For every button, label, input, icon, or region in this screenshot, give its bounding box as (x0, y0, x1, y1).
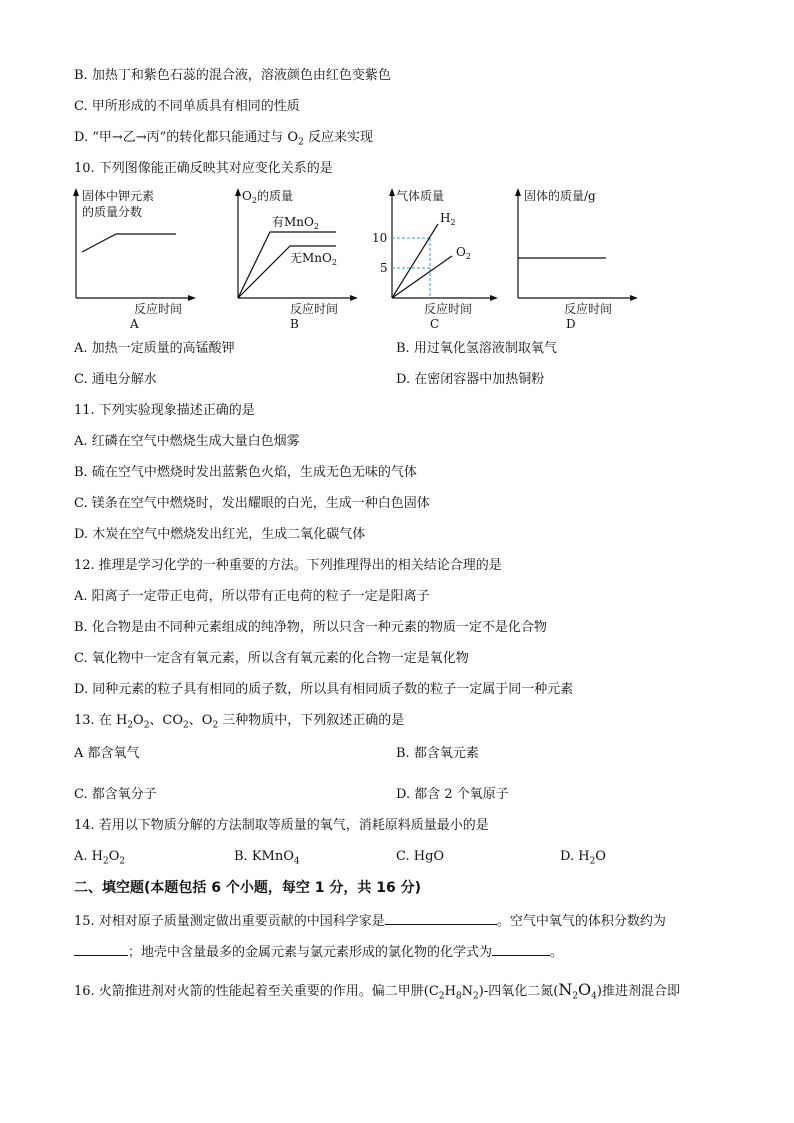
q15-blank-1[interactable] (385, 911, 497, 925)
q15-blank-3[interactable] (492, 942, 550, 956)
q13-option-b: B. 都含氧元素 (396, 746, 479, 761)
section-heading: 二、填空题(本题包括 6 个小题，每空 1 分，共 16 分) (74, 880, 422, 896)
graph-d (508, 186, 638, 316)
graph-b-ylabel: $O_2$的质量 (242, 189, 293, 205)
graph-a-curve (82, 234, 176, 252)
graph-c-tag: C (430, 317, 440, 331)
graph-a-xlabel: 反应时间 (134, 302, 183, 316)
q10-stem: 10. 下列图像能正确反映其对应变化关系的是 (74, 161, 333, 176)
q11-option-a: A. 红磷在空气中燃烧生成大量白色烟雾 (74, 434, 300, 449)
graph-c-tick-5: 5 (380, 261, 388, 275)
q10-option-c: C. 通电分解水 (74, 372, 157, 387)
q11-option-c: C. 镁条在空气中燃烧时，发出耀眼的白光，生成一种白色固体 (74, 496, 430, 511)
q12-option-c: C. 氧化物中一定含有氧元素，所以含有氧元素的化合物一定是氧化物 (74, 651, 469, 666)
q14-option-c: C. HgO (396, 849, 445, 864)
q14-stem: 14. 若用以下物质分解的方法制取等质量的氧气，消耗原料质量最小的是 (74, 818, 489, 833)
graph-c-line-o2 (392, 256, 452, 298)
q14-option-a: A. $H_2O_2$ (74, 849, 126, 867)
q15-blank-2[interactable] (74, 942, 128, 956)
graph-c (372, 186, 498, 316)
graph-b (228, 186, 358, 316)
q13-stem: 13. 在 $H_2O_2$、$CO_2$、$O_2$ 三种物质中，下列叙述正确的是 (74, 713, 405, 731)
graph-a-ylabel2: 的质量分数 (82, 205, 143, 219)
graph-b-line2-label: 无MnO$_2$ (290, 251, 337, 267)
q13-option-d: D. 都含 2 个氧原子 (396, 787, 509, 802)
graph-c-o2-label: $O_2$ (456, 245, 471, 261)
q15-line1: 15. 对相对原子质量测定做出重要贡献的中国科学家是 。空气中氧气的体积分数约为 (74, 911, 666, 931)
q13-option-c: C. 都含氧分子 (74, 787, 157, 802)
q15-line2: ；地壳中含量最多的金属元素与氯元素形成的氯化物的化学式为 。 (74, 942, 563, 962)
graph-d-xlabel: 反应时间 (564, 302, 613, 316)
graph-a-ylabel1: 固体中钾元素 (82, 189, 155, 203)
graph-b-xlabel: 反应时间 (290, 302, 339, 316)
graph-c-line-h2 (392, 224, 438, 298)
q14-option-d: D. $H_2O$ (560, 849, 606, 867)
q14-option-b: B. KMnO$_4$ (234, 849, 300, 867)
graph-b-line1-label: 有MnO$_2$ (272, 215, 319, 231)
q12-option-d: D. 同种元素的粒子具有相同的质子数，所以具有相同质子数的粒子一定属于同一种元素 (74, 682, 574, 697)
q9-option-c: C. 甲所形成的不同单质具有相同的性质 (74, 99, 300, 114)
q12-option-b: B. 化合物是由不同种元素组成的纯净物，所以只含一种元素的物质一定不是化合物 (74, 620, 547, 635)
q16-line1: 16. 火箭推进剂对火箭的性能起着至关重要的作用。偏二甲肼$(C_2H_8N_2)-$四氧化二氮$(N_2O_4)$推进剂混合即 (74, 980, 680, 1002)
graph-a-tag: A (130, 317, 139, 331)
graph-a (66, 186, 196, 316)
q10-option-d: D. 在密闭容器中加热铜粉 (396, 372, 545, 387)
q11-option-d: D. 木炭在空气中燃烧发出红光，生成二氧化碳气体 (74, 527, 366, 542)
q11-stem: 11. 下列实验现象描述正确的是 (74, 403, 255, 418)
q9-option-d: D. “甲→乙→丙”的转化都只能通过与 $O_2$ 反应来实现 (74, 130, 373, 148)
q9-option-b: B. 加热丁和紫色石蕊的混合液，溶液颜色由红色变紫色 (74, 68, 391, 83)
graph-b-curve-with-catalyst (238, 232, 336, 298)
q12-option-a: A. 阳离子一定带正电荷，所以带有正电荷的粒子一定是阳离子 (74, 589, 430, 604)
q13-option-a: A 都含氧气 (74, 746, 140, 761)
graph-d-tag: D (566, 317, 576, 331)
graph-c-tick-10: 10 (372, 231, 388, 245)
graph-d-ylabel: 固体的质量/g (524, 189, 596, 203)
q11-option-b: B. 硫在空气中燃烧时发出蓝紫色火焰，生成无色无味的气体 (74, 465, 417, 480)
q12-stem: 12. 推理是学习化学的一种重要的方法。下列推理得出的相关结论合理的是 (74, 558, 502, 573)
q10-option-a: A. 加热一定质量的高锰酸钾 (74, 341, 235, 356)
graph-b-tag: B (290, 317, 299, 331)
graph-c-h2-label: $H_2$ (440, 211, 456, 227)
graph-c-xlabel: 反应时间 (424, 302, 473, 316)
graph-c-ylabel: 气体质量 (396, 189, 445, 203)
q10-option-b: B. 用过氧化氢溶液制取氧气 (396, 341, 557, 356)
